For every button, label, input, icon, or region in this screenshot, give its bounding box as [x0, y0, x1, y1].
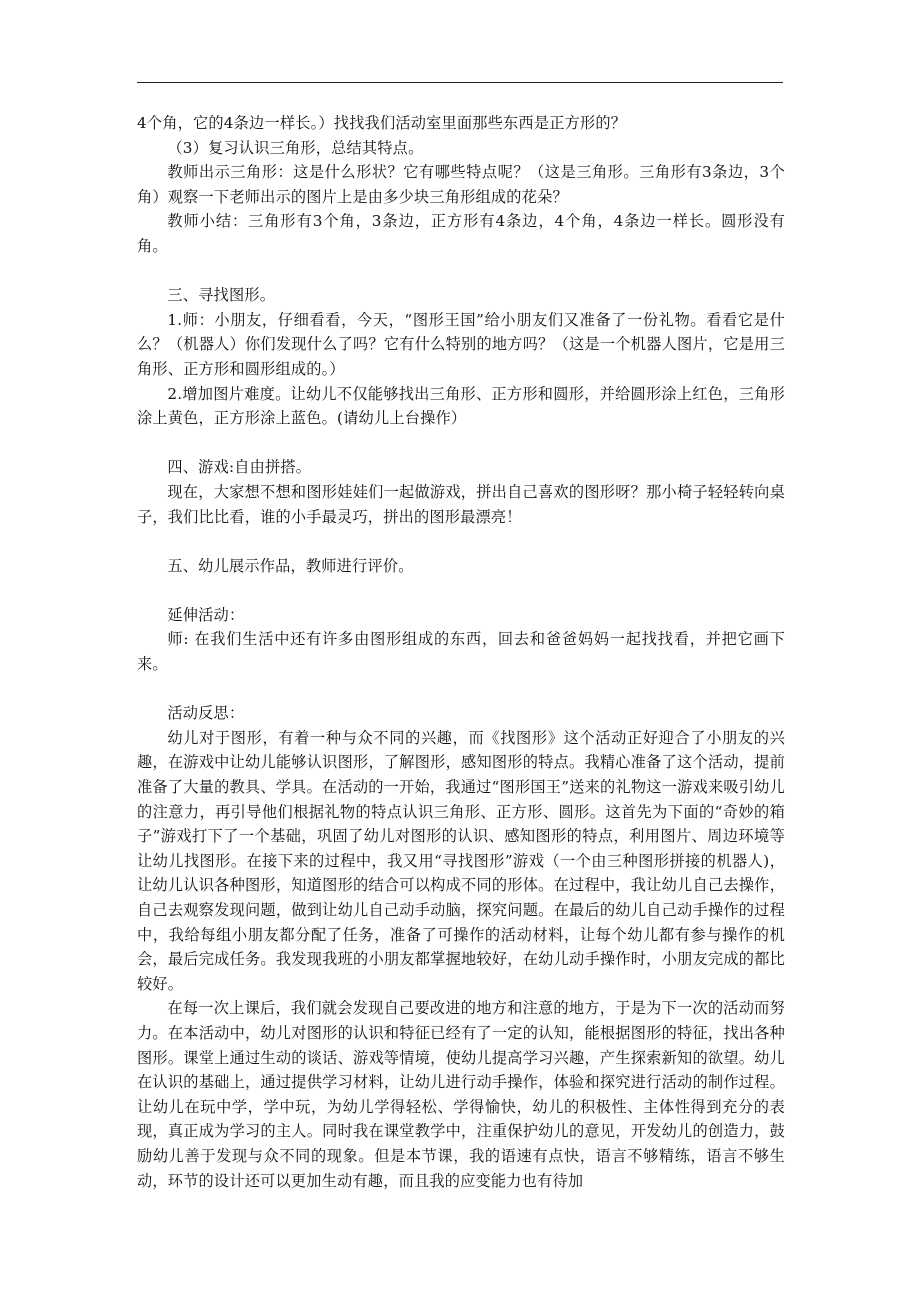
paragraph: 幼儿对于图形，有着一种与众不同的兴趣，而《找图形》这个活动正好迎合了小朋友的兴趣，在游戏中让幼儿能够认识图形，了解图形，感知图形的特点。我精心准备了这个活动，提前准备了大量的教具、学具。在活动的一开始，我通过“图形国王”送来的礼物这一游戏来吸引幼儿的注意力，再引导他们根据礼物的特点认识三角形、正方形、圆形。这首先为下面的“奇妙的箱子”游戏打下了一个基础，巩固了幼儿对图形的认识、感知图形的特点，利用图片、周边环境等让幼儿找图形。在接下来的过程中，我又用“寻找图形”游戏（一个由三种图形拼接的机器人)，让幼儿认识各种图形，知道图形的结合可以构成不同的形体。在过程中，我让幼儿自己去操作，自己去观察发现问题，做到让幼儿自己动手动脑，探究问题。在最后的幼儿自己动手操作的过程中，我给每组小朋友都分配了任务，准备了可操作的活动材料，让每个幼儿都有参与操作的机会，最后完成任务。我发现我班的小朋友都掌握地较好，在幼儿动手操作时，小朋友完成的都比较好。 — [137, 728, 785, 993]
paragraph: 三、寻找图形。 — [167, 286, 276, 305]
paragraph: 五、幼儿展示作品，教师进行评价。 — [167, 556, 414, 575]
paragraph: 教师出示三角形：这是什么形状？它有哪些特点呢？（这是三角形。三角形有3条边，3个角）观察一下老师出示的图片上是由多少块三角形组成的花朵？ — [137, 163, 785, 206]
paragraph-gap — [137, 431, 785, 456]
paragraph: 现在，大家想不想和图形娃娃们一起做游戏，拼出自己喜欢的图形呀？那小椅子轻轻转向桌子，我们比比看，谁的小手最灵巧，拼出的图形最漂亮！ — [137, 482, 785, 526]
paragraph: （3）复习认识三角形，总结其特点。 — [167, 138, 424, 157]
paragraph: 师: 在我们生活中还有许多由图形组成的东西，回去和爸爸妈妈一起找找看，并把它画下来。 — [137, 630, 785, 674]
paragraph: 在每一次上课后，我们就会发现自己要改进的地方和注意的地方，于是为下一次的活动而努力。在本活动中，幼儿对图形的认识和特征已经有了一定的认知，能根据图形的特征，找出各种图形。课堂上通过生动的谈话、游戏等情境，使幼儿提高学习兴趣，产生探索新知的欲望。幼儿在认识的基础上，通过提供学习材料，让幼儿进行动手操作，体验和探究进行活动的制作过程。让幼儿在玩中学，学中玩，为幼儿学得轻松、学得愉快，幼儿的积极性、主体性得到充分的表现，真正成为学习的主人。同时我在课堂教学中，注重保护幼儿的意见，开发幼儿的创造力，鼓励幼儿善于发现与众不同的现象。但是本节课，我的语速有点快，语言不够精练，语言不够生动，环节的设计还可以更加生动有趣，而且我的应变能力也有待加 — [137, 999, 785, 1190]
paragraph: 活动反思： — [167, 704, 245, 723]
paragraph-gap — [137, 259, 785, 284]
paragraph: 延伸活动： — [167, 605, 245, 624]
document-body — [137, 111, 785, 1193]
header-rule — [137, 82, 783, 83]
paragraph-gap — [137, 529, 785, 554]
paragraph: 4个角，它的4条边一样长。）找找我们活动室里面那些东西是正方形的？ — [137, 114, 627, 132]
paragraph-gap — [137, 578, 785, 603]
paragraph-gap — [137, 677, 785, 702]
paragraph: 教师小结：三角形有3个角，3条边，正方形有4条边，4个角，4条边一样长。圆形没有角。 — [137, 212, 785, 255]
paragraph: 2.增加图片难度。让幼儿不仅能够找出三角形、正方形和圆形，并给圆形涂上红色，三角形涂上黄色，正方形涂上蓝色。(请幼儿上台操作） — [137, 384, 785, 428]
paragraph: 四、游戏:自由拼搭。 — [167, 458, 312, 477]
paragraph: 1.师：小朋友，仔细看看，今天，“图形王国”给小朋友们又准备了一份礼物。看看它是什么？（机器人）你们发现什么了吗？它有什么特别的地方吗？（这是一个机器人图片，它是用三角形、正方形和圆形组成的。） — [137, 310, 785, 378]
